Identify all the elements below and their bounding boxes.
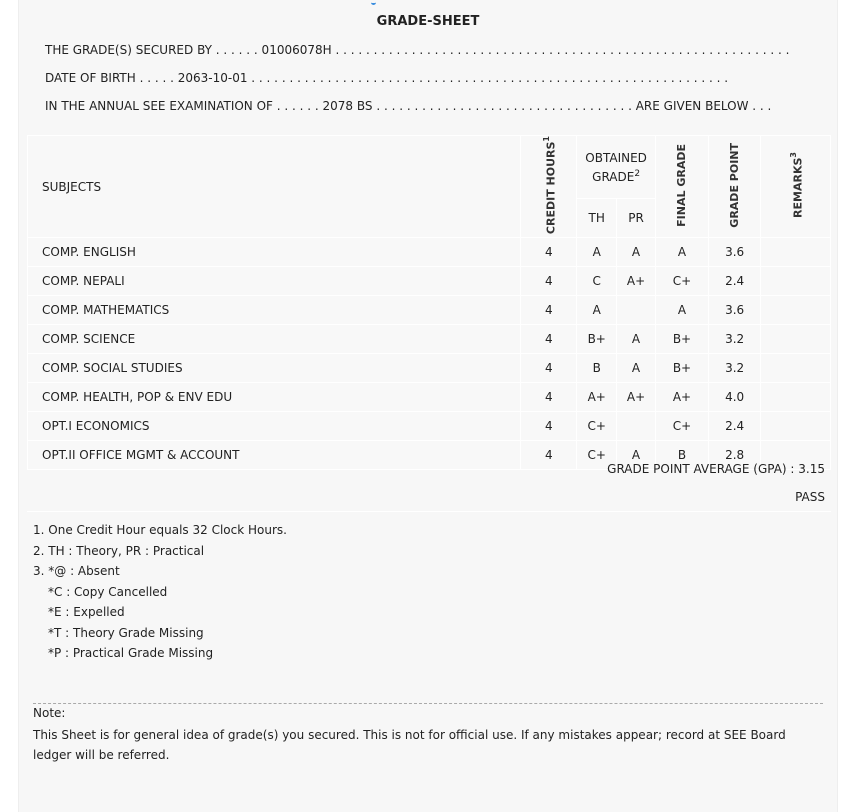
dob-line: DATE OF BIRTH . . . . . 2063-10-01 . . . . . . . . . . . . . . . . . . . . . . . . . . . . . . . . . . . . . . . . . . . . . . . . . . . . . . . . . . . . . . . bbox=[45, 71, 729, 85]
grade-point-cell: 2.4 bbox=[709, 412, 761, 441]
theory-grade-cell: C bbox=[577, 267, 617, 296]
credit-hours-cell: 4 bbox=[521, 238, 577, 267]
final-grade-cell: C+ bbox=[655, 267, 708, 296]
note-text: This Sheet is for general idea of grade(s) you secured. This is not for official use. If any mistakes appear; record at SEE Board ledger will be referred. bbox=[33, 728, 786, 762]
note-label: Note: bbox=[33, 706, 66, 720]
secured-by-line: THE GRADE(S) SECURED BY . . . . . . 01006078H . . . . . . . . . . . . . . . . . . . . . . . . . . . . . . . . . . . . . . . . . . . . . . . . . . . . . . . . . . . . bbox=[45, 43, 790, 57]
subject-cell: COMP. SCIENCE bbox=[28, 325, 521, 354]
final-grade-cell: B bbox=[655, 441, 708, 470]
grade-point-cell: 3.6 bbox=[709, 296, 761, 325]
practical-grade-cell bbox=[617, 296, 656, 325]
page-title: GRADE-SHEET bbox=[376, 14, 480, 29]
grade-point-cell: 4.0 bbox=[709, 383, 761, 412]
theory-grade-cell: C+ bbox=[577, 441, 617, 470]
header-grade-point: GRADE POINT bbox=[709, 136, 761, 238]
grade-point-cell: 2.4 bbox=[709, 267, 761, 296]
practical-grade-cell: A bbox=[617, 325, 656, 354]
final-grade-cell: A bbox=[655, 238, 708, 267]
credit-hours-cell: 4 bbox=[521, 296, 577, 325]
grade-point-cell: 2.8 bbox=[709, 441, 761, 470]
practical-grade-cell: A+ bbox=[617, 383, 656, 412]
exam-line: IN THE ANNUAL SEE EXAMINATION OF . . . . . . 2078 BS . . . . . . . . . . . . . . . . . . . . . . . . . . . . . . . . . . ARE GIVEN BELOW . . . bbox=[45, 99, 772, 113]
credit-hours-cell: 4 bbox=[521, 383, 577, 412]
remarks-cell bbox=[761, 354, 831, 383]
theory-grade-cell: A bbox=[577, 238, 617, 267]
subject-cell: COMP. NEPALI bbox=[28, 267, 521, 296]
remarks-cell bbox=[761, 325, 831, 354]
header-obtained-grade: OBTAINED GRADE$^2$ bbox=[577, 136, 656, 199]
footnotes-list bbox=[33, 520, 287, 664]
header-pr: PR bbox=[617, 199, 656, 238]
header-final-grade: FINAL GRADE bbox=[655, 136, 708, 238]
table-row bbox=[28, 354, 831, 383]
table-row bbox=[28, 267, 831, 296]
table-row bbox=[28, 238, 831, 267]
theory-grade-cell: C+ bbox=[577, 412, 617, 441]
remarks-cell bbox=[761, 238, 831, 267]
credit-hours-cell: 4 bbox=[521, 354, 577, 383]
footnote-item: 3. *@ : Absent bbox=[33, 564, 120, 578]
practical-grade-cell: A bbox=[617, 238, 656, 267]
remarks-cell bbox=[761, 296, 831, 325]
practical-grade-cell bbox=[617, 412, 656, 441]
header-th: TH bbox=[577, 199, 617, 238]
subject-cell: OPT.II OFFICE MGMT & ACCOUNT bbox=[28, 441, 521, 470]
credit-hours-cell: 4 bbox=[521, 412, 577, 441]
practical-grade-cell: A bbox=[617, 441, 656, 470]
credit-hours-cell: 4 bbox=[521, 441, 577, 470]
footnote-item: *T : Theory Grade Missing bbox=[48, 625, 204, 640]
theory-grade-cell: B bbox=[577, 354, 617, 383]
footnote-item: *C : Copy Cancelled bbox=[48, 584, 168, 599]
theory-grade-cell: A bbox=[577, 296, 617, 325]
theory-grade-cell: A+ bbox=[577, 383, 617, 412]
section-divider bbox=[27, 511, 831, 512]
grades-table bbox=[27, 135, 831, 470]
dashed-divider bbox=[33, 703, 823, 704]
final-grade-cell: B+ bbox=[655, 354, 708, 383]
subject-cell: COMP. ENGLISH bbox=[28, 238, 521, 267]
grade-point-cell: 3.2 bbox=[709, 354, 761, 383]
result-status: PASS bbox=[795, 490, 825, 504]
practical-grade-cell: A bbox=[617, 354, 656, 383]
theory-grade-cell: B+ bbox=[577, 325, 617, 354]
footnote-item: *E : Expelled bbox=[48, 605, 125, 619]
subject-cell: OPT.I ECONOMICS bbox=[28, 412, 521, 441]
footnote-item: 2. TH : Theory, PR : Practical bbox=[33, 543, 205, 558]
grade-point-cell: 3.6 bbox=[709, 238, 761, 267]
table-row bbox=[28, 325, 831, 354]
header-remarks: REMARKS$^3$ bbox=[761, 136, 831, 238]
subject-cell: COMP. SOCIAL STUDIES bbox=[28, 354, 521, 383]
footnote-item: *P : Practical Grade Missing bbox=[48, 646, 214, 660]
gpa-summary: GRADE POINT AVERAGE (GPA) : 3.15 bbox=[607, 462, 825, 476]
credit-hours-cell: 4 bbox=[521, 267, 577, 296]
final-grade-cell: C+ bbox=[655, 412, 708, 441]
table-row bbox=[28, 383, 831, 412]
grade-point-cell: 3.2 bbox=[709, 325, 761, 354]
remarks-cell bbox=[761, 383, 831, 412]
top-accent-mark bbox=[371, 0, 376, 5]
final-grade-cell: A+ bbox=[655, 383, 708, 412]
header-credit-hours: CREDIT HOURS$^1$ bbox=[521, 136, 577, 238]
credit-hours-cell: 4 bbox=[521, 325, 577, 354]
table-row bbox=[28, 296, 831, 325]
practical-grade-cell: A+ bbox=[617, 267, 656, 296]
remarks-cell bbox=[761, 412, 831, 441]
subject-cell: COMP. MATHEMATICS bbox=[28, 296, 521, 325]
grade-sheet-panel bbox=[18, 0, 838, 812]
header-subjects: SUBJECTS bbox=[28, 136, 521, 238]
final-grade-cell: A bbox=[655, 296, 708, 325]
remarks-cell bbox=[761, 267, 831, 296]
footnote-item: 1. One Credit Hour equals 32 Clock Hours. bbox=[33, 523, 287, 537]
subject-cell: COMP. HEALTH, POP & ENV EDU bbox=[28, 383, 521, 412]
final-grade-cell: B+ bbox=[655, 325, 708, 354]
table-row bbox=[28, 412, 831, 441]
